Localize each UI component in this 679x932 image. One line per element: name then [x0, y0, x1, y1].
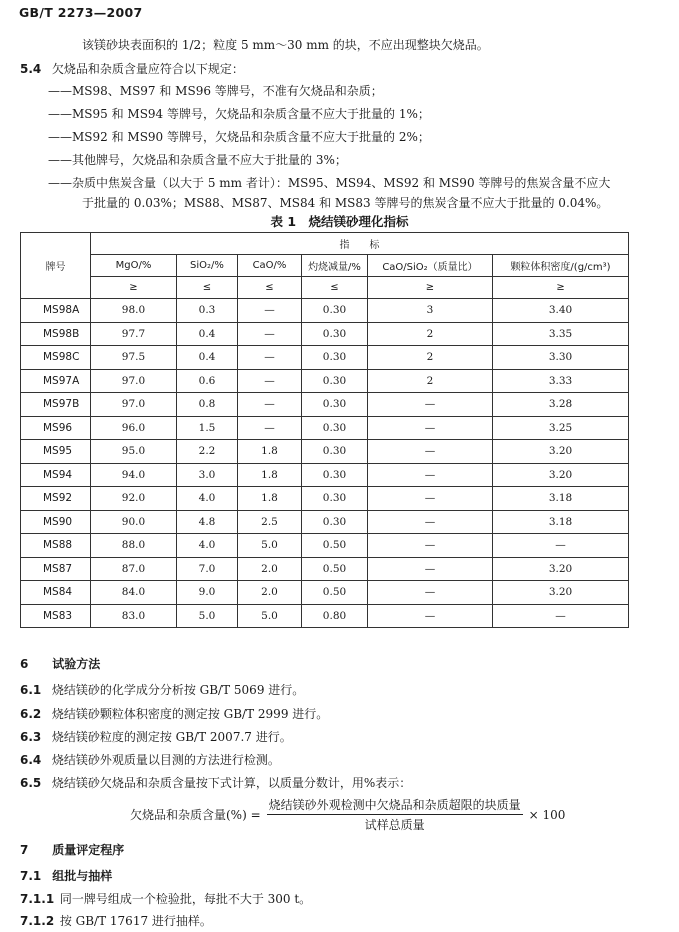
brand-header: 牌号 [21, 233, 91, 299]
list-item: ——MS92 和 MS90 等牌号，欠烧品和杂质含量不应大于批量的 2%； [48, 130, 430, 144]
value-cell: 2.5 [238, 510, 302, 534]
value-cell: 88.0 [91, 534, 177, 558]
brand-cell: MS95 [21, 440, 91, 464]
value-cell: — [238, 346, 302, 370]
value-cell: 9.0 [177, 581, 238, 605]
clause-text: 欠烧品和杂质含量应符合以下规定： [51, 62, 244, 76]
value-cell: 0.30 [302, 369, 368, 393]
clause-5-4 [20, 61, 244, 77]
value-cell: 4.8 [177, 510, 238, 534]
table-row [21, 487, 629, 511]
column-header: SiO₂/% [177, 255, 238, 277]
limit-symbol: ≥ [91, 277, 177, 299]
value-cell: — [368, 463, 493, 487]
clause-number: 6.4 [20, 753, 42, 767]
value-cell: 3.20 [493, 440, 629, 464]
limit-symbol: ≤ [302, 277, 368, 299]
table-row [21, 581, 629, 605]
value-cell: 3.0 [177, 463, 238, 487]
table-row [21, 510, 629, 534]
value-cell: 0.30 [302, 440, 368, 464]
table-row [21, 557, 629, 581]
formula-denominator: 试样总质量 [364, 818, 425, 832]
value-cell: — [368, 416, 493, 440]
value-cell: 98.0 [91, 299, 177, 323]
value-cell: 3.18 [493, 510, 629, 534]
value-cell: — [238, 416, 302, 440]
value-cell: 0.30 [302, 510, 368, 534]
section-title: 质量评定程序 [52, 843, 125, 857]
clause-text: 烧结镁砂粒度的测定按 GB/T 2007.7 进行。 [51, 730, 292, 744]
list-item-continuation: 于批量的 0.03%；MS88、MS87、MS84 和 MS83 等牌号的焦炭含量不应大于批量的 0.04%。 [82, 196, 609, 210]
value-cell: 0.8 [177, 393, 238, 417]
value-cell: 97.5 [91, 346, 177, 370]
value-cell: — [368, 393, 493, 417]
table-row [21, 440, 629, 464]
section-title: 试验方法 [52, 657, 101, 671]
value-cell: — [493, 534, 629, 558]
value-cell: 3.30 [493, 346, 629, 370]
value-cell: 3.20 [493, 463, 629, 487]
clause-7-1-2 [20, 913, 212, 929]
value-cell: 1.8 [238, 487, 302, 511]
value-cell: 96.0 [91, 416, 177, 440]
value-cell: 2 [368, 322, 493, 346]
value-cell: 3.28 [493, 393, 629, 417]
clause-text: 按 GB/T 17617 进行抽样。 [59, 914, 212, 928]
column-header: MgO/% [91, 255, 177, 277]
clause-text: 烧结镁砂外观质量以目测的方法进行检测。 [51, 753, 280, 767]
section-7-title [20, 842, 124, 858]
clause-title: 组批与抽样 [52, 869, 113, 883]
clause-text: 烧结镁砂颗粒体积密度的测定按 GB/T 2999 进行。 [51, 707, 329, 721]
value-cell: 0.30 [302, 393, 368, 417]
value-cell: 2.2 [177, 440, 238, 464]
value-cell: 0.50 [302, 581, 368, 605]
value-cell: — [368, 440, 493, 464]
formula-rhs: × 100 [528, 807, 566, 822]
clause-number: 5.4 [20, 62, 42, 76]
list-item: ——杂质中焦炭含量（以大于 5 mm 者计）：MS95、MS94、MS92 和 MS90 等牌号的焦炭含量不应大 [48, 176, 611, 190]
value-cell: 4.0 [177, 487, 238, 511]
value-cell: 0.3 [177, 299, 238, 323]
clause-text: 烧结镁砂欠烧品和杂质含量按下式计算，以质量分数计，用%表示： [51, 776, 412, 790]
value-cell: 90.0 [91, 510, 177, 534]
brand-cell: MS98A [21, 299, 91, 323]
value-cell: 0.50 [302, 557, 368, 581]
formula [130, 796, 565, 833]
value-cell: 5.0 [238, 604, 302, 628]
table-row [21, 604, 629, 628]
value-cell: 2.0 [238, 581, 302, 605]
list-item: ——MS98、MS97 和 MS96 等牌号，不准有欠烧品和杂质； [48, 84, 383, 98]
limit-symbol: ≤ [177, 277, 238, 299]
clause-number: 6.2 [20, 707, 42, 721]
value-cell: 87.0 [91, 557, 177, 581]
value-cell: 97.7 [91, 322, 177, 346]
brand-cell: MS83 [21, 604, 91, 628]
clause-6-3 [20, 729, 292, 745]
value-cell: 1.5 [177, 416, 238, 440]
value-cell: 5.0 [238, 534, 302, 558]
clause-7-1-1 [20, 891, 311, 907]
value-cell: 2.0 [238, 557, 302, 581]
clause-number: 6.3 [20, 730, 42, 744]
value-cell: 92.0 [91, 487, 177, 511]
brand-cell: MS98C [21, 346, 91, 370]
value-cell: 0.80 [302, 604, 368, 628]
clause-6-4 [20, 752, 280, 768]
value-cell: 97.0 [91, 369, 177, 393]
brand-cell: MS97B [21, 393, 91, 417]
brand-cell: MS97A [21, 369, 91, 393]
formula-lhs: 欠烧品和杂质含量(%) = [130, 808, 261, 822]
brand-cell: MS84 [21, 581, 91, 605]
intro-line: 该镁砂块表面积的 1/2；粒度 5 mm～30 mm 的块，不应出现整块欠烧品。 [82, 38, 489, 52]
value-cell: 3.18 [493, 487, 629, 511]
brand-cell: MS90 [21, 510, 91, 534]
value-cell: — [238, 369, 302, 393]
value-cell: 3.35 [493, 322, 629, 346]
clause-number: 7.1.1 [20, 892, 55, 906]
value-cell: 3 [368, 299, 493, 323]
value-cell: — [368, 534, 493, 558]
spec-table [20, 232, 629, 628]
value-cell: 2 [368, 369, 493, 393]
table-row [21, 369, 629, 393]
clause-number: 7.1 [20, 869, 42, 883]
table-row [21, 393, 629, 417]
value-cell: — [368, 510, 493, 534]
value-cell: 94.0 [91, 463, 177, 487]
formula-numerator: 烧结镁砂外观检测中欠烧品和杂质超限的块质量 [267, 796, 523, 815]
table-row [21, 322, 629, 346]
brand-cell: MS92 [21, 487, 91, 511]
value-cell: 0.30 [302, 463, 368, 487]
column-header: CaO/SiO₂（质量比） [368, 255, 493, 277]
value-cell: — [238, 393, 302, 417]
value-cell: 0.50 [302, 534, 368, 558]
table-caption: 表 1 烧结镁砂理化指标 [270, 214, 409, 229]
list-item: ——MS95 和 MS94 等牌号，欠烧品和杂质含量不应大于批量的 1%； [48, 107, 430, 121]
value-cell: 0.4 [177, 346, 238, 370]
value-cell: — [368, 557, 493, 581]
group-header: 指 标 [91, 233, 629, 255]
value-cell: 0.6 [177, 369, 238, 393]
clause-text: 烧结镁砂的化学成分分析按 GB/T 5069 进行。 [51, 683, 305, 697]
limit-symbol: ≥ [493, 277, 629, 299]
value-cell: 95.0 [91, 440, 177, 464]
value-cell: 5.0 [177, 604, 238, 628]
clause-6-1 [20, 682, 304, 698]
value-cell: 3.20 [493, 557, 629, 581]
value-cell: — [368, 604, 493, 628]
value-cell: 3.20 [493, 581, 629, 605]
column-header: 灼烧减量/% [302, 255, 368, 277]
value-cell: — [238, 322, 302, 346]
value-cell: 7.0 [177, 557, 238, 581]
section-number: 7 [20, 843, 29, 857]
value-cell: 3.40 [493, 299, 629, 323]
clause-number: 6.1 [20, 683, 42, 697]
brand-cell: MS96 [21, 416, 91, 440]
value-cell: 0.30 [302, 299, 368, 323]
value-cell: — [368, 581, 493, 605]
limit-symbol: ≥ [368, 277, 493, 299]
value-cell: 0.30 [302, 322, 368, 346]
standard-number: GB/T 2273—2007 [19, 5, 143, 20]
section-6-title [20, 656, 100, 672]
column-header: 颗粒体积密度/(g/cm³) [493, 255, 629, 277]
value-cell: 4.0 [177, 534, 238, 558]
table-row [21, 346, 629, 370]
clause-number: 7.1.2 [20, 914, 55, 928]
clause-6-5 [20, 775, 411, 791]
table-row [21, 299, 629, 323]
limit-symbol: ≤ [238, 277, 302, 299]
value-cell: 2 [368, 346, 493, 370]
clause-number: 6.5 [20, 776, 42, 790]
table-row [21, 534, 629, 558]
value-cell: — [368, 487, 493, 511]
section-number: 6 [20, 657, 29, 671]
value-cell: 97.0 [91, 393, 177, 417]
value-cell: 0.4 [177, 322, 238, 346]
value-cell: — [493, 604, 629, 628]
value-cell: 1.8 [238, 463, 302, 487]
brand-cell: MS94 [21, 463, 91, 487]
value-cell: 3.25 [493, 416, 629, 440]
value-cell: 0.30 [302, 346, 368, 370]
table-body [21, 299, 629, 628]
value-cell: 0.30 [302, 487, 368, 511]
value-cell: 1.8 [238, 440, 302, 464]
value-cell: 84.0 [91, 581, 177, 605]
clause-7-1 [20, 868, 112, 884]
brand-cell: MS87 [21, 557, 91, 581]
clause-6-2 [20, 706, 328, 722]
value-cell: 83.0 [91, 604, 177, 628]
clause-text: 同一牌号组成一个检验批，每批不大于 300 t。 [59, 892, 312, 906]
table-row [21, 463, 629, 487]
list-item: ——其他牌号，欠烧品和杂质含量不应大于批量的 3%； [48, 153, 347, 167]
formula-fraction [267, 796, 523, 833]
value-cell: 3.33 [493, 369, 629, 393]
table-row [21, 416, 629, 440]
column-header: CaO/% [238, 255, 302, 277]
value-cell: 0.30 [302, 416, 368, 440]
brand-cell: MS88 [21, 534, 91, 558]
brand-cell: MS98B [21, 322, 91, 346]
value-cell: — [238, 299, 302, 323]
